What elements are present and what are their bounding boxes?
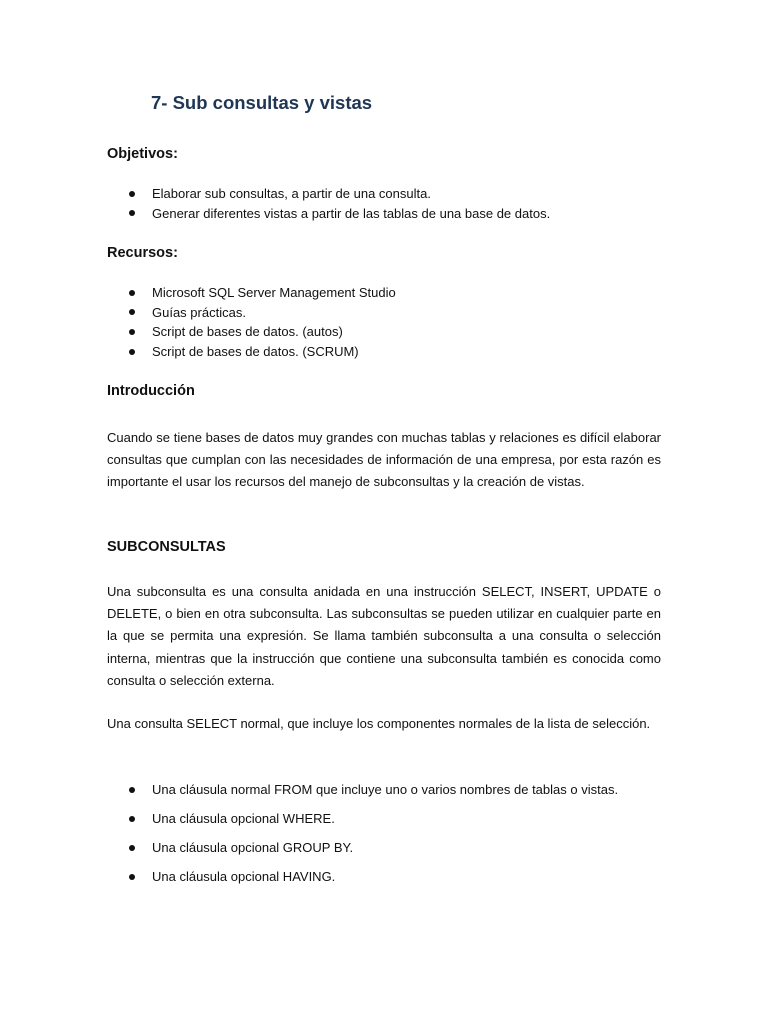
list-item: Script de bases de datos. (SCRUM) bbox=[107, 342, 396, 362]
bullet-icon bbox=[129, 349, 135, 355]
subconsultas-paragraph-1: Una subconsulta es una consulta anidada en una instrucción SELECT, INSERT, UPDATE o DELETE, o bien en otra subconsulta. Las subconsultas se pueden utilizar en cualquier parte en la que se permita una expresión. Se llama también subconsulta a una consulta o selección interna, mientras que la instrucción que contiene una subconsulta también es conocida como consulta o selección externa. bbox=[107, 584, 661, 688]
bullet-icon bbox=[129, 290, 135, 296]
recursos-list bbox=[107, 283, 396, 361]
bullet-icon bbox=[129, 787, 135, 793]
list-item: Microsoft SQL Server Management Studio bbox=[107, 283, 396, 303]
bullet-icon bbox=[129, 874, 135, 880]
bullet-icon bbox=[129, 309, 135, 315]
bullet-icon bbox=[129, 816, 135, 822]
bullet-icon bbox=[129, 845, 135, 851]
objetivos-heading: Objetivos: bbox=[107, 146, 178, 162]
introduccion-paragraph: Cuando se tiene bases de datos muy grandes con muchas tablas y relaciones es difícil elaborar consultas que cumplan con las necesidades de información de una empresa, por esta razón es importante el usar los recursos del manejo de subconsultas y la creación de vistas. bbox=[107, 430, 661, 490]
objetivos-list bbox=[107, 184, 550, 223]
list-item: Una cláusula opcional GROUP BY. bbox=[107, 838, 618, 867]
list-item: Una cláusula opcional HAVING. bbox=[107, 867, 618, 896]
clausulas-list bbox=[107, 780, 618, 896]
list-item: Guías prácticas. bbox=[107, 303, 396, 323]
page-title: 7- Sub consultas y vistas bbox=[151, 92, 373, 113]
bullet-icon bbox=[129, 191, 135, 197]
bullet-icon bbox=[129, 210, 135, 216]
subconsultas-heading: SUBCONSULTAS bbox=[107, 539, 226, 555]
introduccion-heading: Introducción bbox=[107, 383, 195, 399]
list-item: Una cláusula normal FROM que incluye uno o varios nombres de tablas o vistas. bbox=[107, 780, 618, 809]
subconsultas-paragraph-2: Una consulta SELECT normal, que incluye los componentes normales de la lista de selección. bbox=[107, 716, 651, 731]
list-item: Generar diferentes vistas a partir de las tablas de una base de datos. bbox=[107, 204, 550, 224]
recursos-heading: Recursos: bbox=[107, 245, 178, 261]
bullet-icon bbox=[129, 329, 135, 335]
list-item: Una cláusula opcional WHERE. bbox=[107, 809, 618, 838]
list-item: Script de bases de datos. (autos) bbox=[107, 322, 396, 342]
list-item: Elaborar sub consultas, a partir de una consulta. bbox=[107, 184, 550, 204]
